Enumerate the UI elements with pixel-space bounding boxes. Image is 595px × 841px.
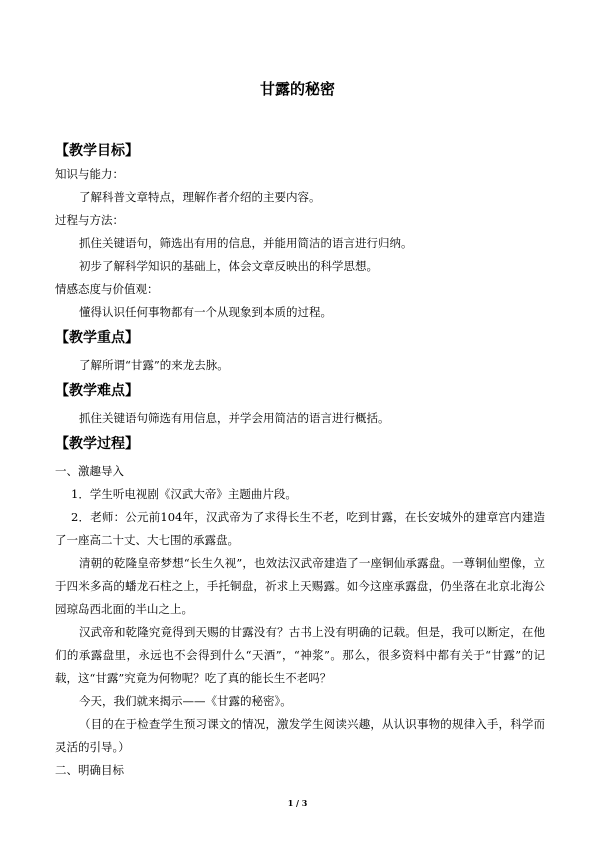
process-item-2: 初步了解科学知识的基础上，体会文章反映出的科学思想。 [79, 259, 378, 273]
knowledge-label: 知识与能力： [55, 167, 124, 181]
knowledge-item: 了解科普文章特点，理解作者介绍的主要内容。 [79, 190, 321, 204]
difficulties-text: 抓住关键语句筛选有用信息，并学会用简洁的语言进行概括。 [79, 411, 390, 425]
document-body [55, 139, 545, 782]
emotion-label: 情感态度与价值观： [55, 282, 159, 296]
step1-label: 一、激趣导入 [55, 464, 124, 478]
paragraph-question: 汉武帝和乾隆究竟得到天赐的甘露没有？古书上没有明确的记载。但是，我可以断定，在他们的承露盘里，永远也不会得到什么“天酒”，“神浆”。那么，很多资料中都有关于“甘露”的记载，这“甘露”究竟为何物呢？吃了真的能长生不老吗？ [55, 625, 545, 685]
document-title: 甘露的秘密 [259, 80, 335, 98]
difficulties-heading: 【教学难点】 [55, 383, 139, 399]
process-item-1: 抓住关键语句，筛选出有用的信息，并能用简洁的语言进行归纳。 [79, 236, 413, 250]
paragraph-purpose: （目的在于检查学生预习课文的情况，激发学生阅读兴趣，从认识事物的规律入手，科学而灵活的引导。） [55, 717, 545, 754]
process-item-two: 2．老师：公元前104年，汉武帝为了求得长生不老，吃到甘露，在长安城外的建章宫内建造了一座高二十丈、大七围的承露盘。 [55, 510, 545, 547]
paragraph-reveal: 今天，我们就来揭示——《甘露的秘密》。 [79, 694, 292, 708]
goals-heading: 【教学目标】 [55, 143, 139, 159]
process-heading: 【教学过程】 [55, 436, 139, 452]
emotion-item: 懂得认识任何事物都有一个从现象到本质的过程。 [79, 305, 332, 319]
paragraph-qianlong: 清朝的乾隆皇帝梦想“长生久视”，也效法汉武帝建造了一座铜仙承露盘。一尊铜仙塑像，立于四米多高的蟠龙石柱之上，手托铜盘，祈求上天赐露。如今这座承露盘，仍坐落在北京北海公园琼岛西北面的半山之上。 [55, 556, 545, 616]
key-points-text: 了解所谓“甘露”的来龙去脉。 [79, 358, 229, 372]
step2-label: 二、明确目标 [55, 763, 124, 777]
process-label: 过程与方法： [55, 213, 124, 227]
key-points-heading: 【教学重点】 [55, 330, 139, 346]
page-number: 1 / 3 [287, 798, 308, 808]
process-item-one: 1．学生听电视剧《汉武大帝》主题曲片段。 [71, 487, 297, 501]
